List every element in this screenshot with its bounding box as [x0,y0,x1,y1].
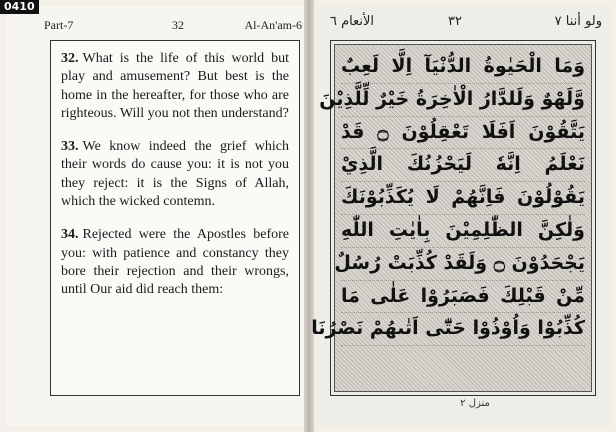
verse-text: Rejected were the Apostles before you: with patience and constancy they bore their rejection and their wrongs, until Our aid did reach them: [61,227,289,298]
arabic-text-box [311,40,596,396]
arabic-line: يَقُوْلُوْنَ فَاِنَّهُمْ لَا يُكَذِّبُوْنَكَ [341,182,585,215]
arabic-line: كُذِّبُوْا وَاُوْذُوْا حَتّٰٓى اَتٰىهُمْ نَصْرُنَا [341,313,585,346]
right-page-header [330,14,602,34]
translation-box [50,40,300,396]
book-gutter [304,0,314,432]
verse-34 [61,226,289,299]
surah-label-arabic: الأنعام ٦ [330,14,375,29]
arabic-text-panel [311,44,592,392]
image-id-badge: 0410 [0,0,39,14]
verse-32 [61,50,289,123]
arabic-line: مِّنْ قَبْلِكَ فَصَبَرُوْا عَلٰى مَا [341,281,585,314]
verse-33 [61,138,289,211]
arabic-line: وَلٰكِنَّ الظّٰلِمِيْنَ بِاٰيٰتِ اللّٰهِ [341,215,585,248]
arabic-line: نَعْلَمُ اِنَّهٗ لَيَحْزُنُكَ الَّذِيْ [341,149,585,182]
page-number-arabic: ٣٢ [448,14,462,29]
arabic-line: وَّلَهْوٌ وَلَلدَّارُ الْاٰخِرَةُ خَيْرٌ لِّلَّذِيْنَ [341,84,585,117]
page-number: 32 [172,18,184,32]
verse-text: What is the life of this world but play and amusement? But best is the home in the hereafter, for those who are righteous. Will you not then understand? [61,51,289,121]
arabic-line: يَجْحَدُوْنَ ۝ وَلَقَدْ كُذِّبَتْ رُسُلٌ [341,248,585,281]
part-label-arabic: ولو أننا ٧ [554,14,602,29]
verse-number: 33. [61,139,79,155]
arabic-line: وَمَا الْحَيٰوةُ الدُّنْيَآ اِلَّا لَعِبٌ [341,51,585,84]
verse-number: 34. [61,227,79,243]
arabic-line: يَتَّقُوْنَ اَفَلَا تَعْقِلُوْنَ ۝ قَدْ [341,117,585,150]
verse-number: 32. [61,51,79,66]
left-page-header [44,18,302,34]
manzil-footer: منزل ٢ [460,398,490,409]
surah-label: Al-An'am-6 [244,18,302,32]
part-label: Part-7 [44,18,74,32]
verse-text: We know indeed the grief which their words do cause you: it is not you they reject: it is the Signs of Allah, which the wicked contemn. [61,139,289,210]
